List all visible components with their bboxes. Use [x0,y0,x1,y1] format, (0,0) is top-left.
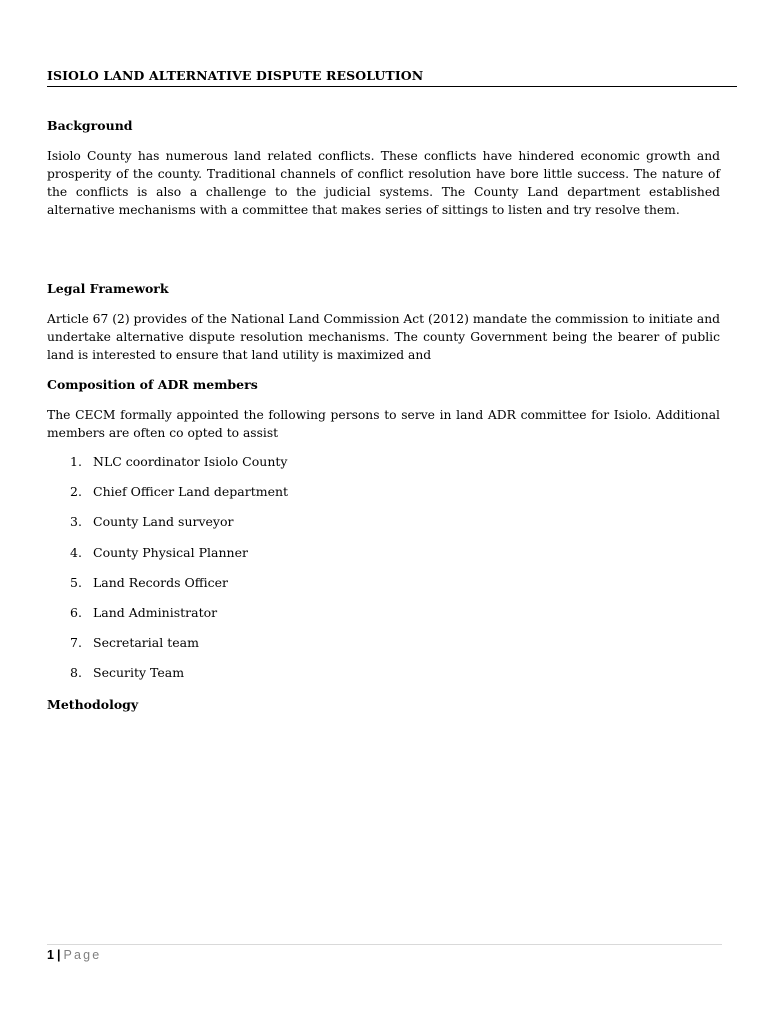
page-number: 1 [47,948,54,962]
list-item-number: 5. [70,574,82,590]
legal-framework-heading: Legal Framework [47,281,169,296]
background-heading: Background [47,118,133,133]
list-item-label: County Physical Planner [93,544,248,560]
list-item-number: 7. [70,635,82,651]
legal-framework-paragraph: Article 67 (2) provides of the National Land Commission Act (2012) mandate the commission to initiate and undertake alternative dispute resolution mechanisms. The county Government being the bearer of public land is interested to ensure that land utility is maximized and [47,312,720,362]
page-label: Page [63,948,102,962]
composition-heading: Composition of ADR members [47,377,258,392]
list-item-label: County Land surveyor [93,514,234,530]
background-paragraph: Isiolo County has numerous land related conflicts. These conflicts have hindered economic growth and prosperity of the county. Traditional channels of conflict resolution have bore little success. The nature of the conflicts is also a challenge to the judicial systems. The County Land department established alternative mechanisms with a committee that makes series of sittings to listen and try resolve them. [47,149,720,217]
list-item-label: Land Administrator [93,604,218,620]
footer-separator: | [56,948,61,962]
document-title: ISIOLO LAND ALTERNATIVE DISPUTE RESOLUTION [47,68,424,83]
list-item-label: NLC coordinator Isiolo County [93,454,288,469]
list-item-label: Chief Officer Land department [93,484,289,500]
composition-paragraph: The CECM formally appointed the following persons to serve in land ADR committee for Isiolo. Additional members are often co opted to assist [47,408,720,440]
list-item-number: 3. [70,514,82,530]
list-item-number: 1. [70,454,82,469]
list-item-label: Land Records Officer [93,574,228,590]
list-item-label: Secretarial team [93,635,199,651]
list-item-number: 4. [70,544,82,560]
page-footer [47,948,101,962]
methodology-heading: Methodology [47,697,139,712]
list-item-label: Security Team [93,665,185,681]
list-item-number: 2. [70,484,82,500]
title-underline [47,86,737,87]
list-item-number: 6. [70,604,82,620]
footer-divider [47,944,722,945]
list-item-number: 8. [70,665,82,681]
